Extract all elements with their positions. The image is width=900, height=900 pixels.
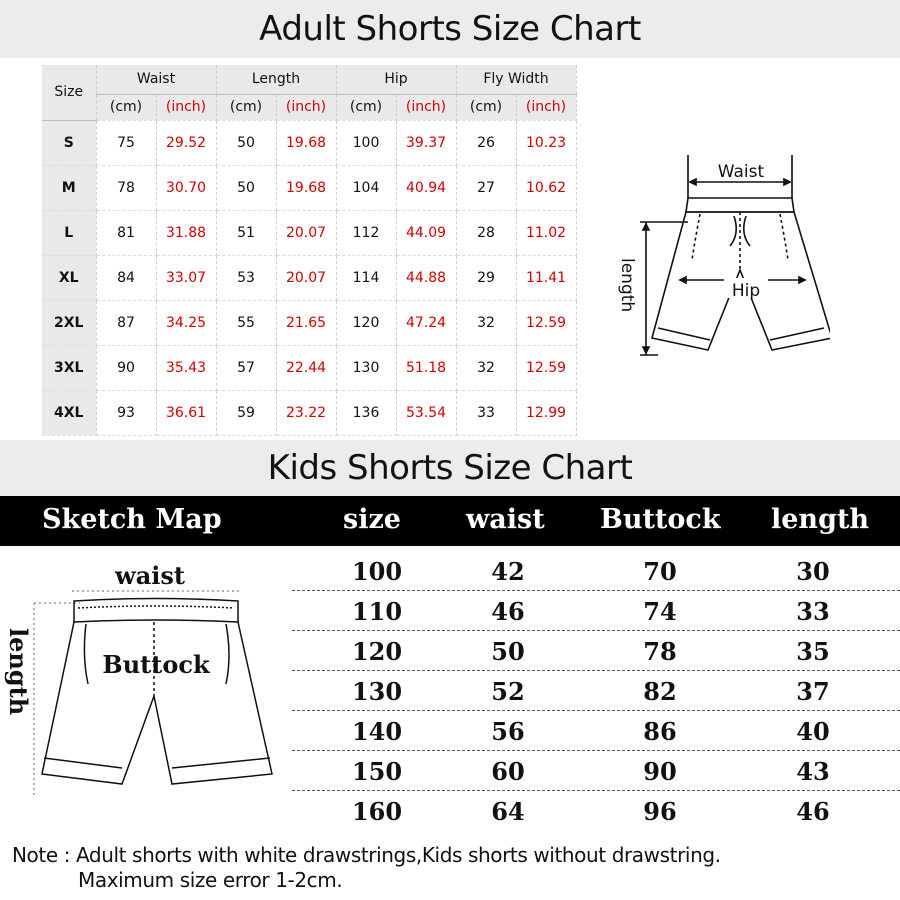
inch-value-cell: 30.70 [156, 165, 216, 210]
kids-size-cell: 130 [351, 677, 403, 706]
adult-shorts-diagram [600, 150, 830, 365]
inch-value-cell: 33.07 [156, 255, 216, 300]
cm-value-cell: 26 [456, 120, 516, 165]
inch-value-cell: 21.65 [276, 300, 336, 345]
kids-length-header: length [771, 504, 870, 535]
kids-buttock-cell: 90 [643, 757, 677, 786]
kids-buttock-cell: 78 [643, 637, 677, 666]
inch-value-cell: 20.07 [276, 255, 336, 300]
inch-value-cell: 12.59 [516, 300, 576, 345]
cm-value-cell: 136 [336, 390, 396, 435]
cm-value-cell: 90 [96, 345, 156, 390]
inch-value-cell: 40.94 [396, 165, 456, 210]
inch-value-cell: 39.37 [396, 120, 456, 165]
cm-value-cell: 112 [336, 210, 396, 255]
cm-value-cell: 93 [96, 390, 156, 435]
kids-buttock-cell: 74 [643, 597, 677, 626]
unit-cm-header: (cm) [96, 94, 156, 120]
unit-cm-header: (cm) [456, 94, 516, 120]
size-label-cell: 2XL [42, 300, 96, 345]
diagram-hip-label: Hip [731, 281, 761, 301]
size-label-cell: M [42, 165, 96, 210]
kids-size-cell: 150 [351, 757, 403, 786]
kids-length-cell: 46 [796, 797, 830, 826]
cm-value-cell: 51 [216, 210, 276, 255]
table-row [42, 390, 576, 435]
size-label-cell: XL [42, 255, 96, 300]
table-row [42, 255, 576, 300]
kids-waist-cell: 46 [491, 597, 525, 626]
kids-length-cell: 37 [796, 677, 830, 706]
kids-size-cell: 110 [351, 597, 403, 626]
size-column-header: Size [42, 65, 96, 120]
cm-value-cell: 32 [456, 300, 516, 345]
cm-value-cell: 120 [336, 300, 396, 345]
waist-group-header: Waist [96, 65, 216, 94]
cm-value-cell: 100 [336, 120, 396, 165]
inch-value-cell: 29.52 [156, 120, 216, 165]
inch-value-cell: 23.22 [276, 390, 336, 435]
adult-size-table [42, 65, 577, 436]
inch-value-cell: 35.43 [156, 345, 216, 390]
kids-waist-cell: 60 [491, 757, 525, 786]
table-row [42, 210, 576, 255]
cm-value-cell: 130 [336, 345, 396, 390]
kids-length-cell: 30 [796, 557, 830, 586]
inch-value-cell: 12.59 [516, 345, 576, 390]
row-divider [292, 670, 900, 671]
kids-shorts-diagram [0, 546, 295, 846]
table-row [42, 300, 576, 345]
length-group-header: Length [216, 65, 336, 94]
cm-value-cell: 75 [96, 120, 156, 165]
kids-waist-cell: 50 [491, 637, 525, 666]
table-row [42, 345, 576, 390]
row-divider [292, 750, 900, 751]
inch-value-cell: 34.25 [156, 300, 216, 345]
inch-value-cell: 10.62 [516, 165, 576, 210]
row-divider [292, 630, 900, 631]
note-line-1: Note : Adult shorts with white drawstrings,Kids shorts without drawstring. [12, 843, 721, 867]
cm-value-cell: 27 [456, 165, 516, 210]
inch-value-cell: 51.18 [396, 345, 456, 390]
unit-cm-header: (cm) [336, 94, 396, 120]
kids-table-header [0, 496, 900, 546]
cm-value-cell: 57 [216, 345, 276, 390]
kids-waist-cell: 64 [491, 797, 525, 826]
cm-value-cell: 32 [456, 345, 516, 390]
inch-value-cell: 12.99 [516, 390, 576, 435]
inch-value-cell: 44.88 [396, 255, 456, 300]
adult-chart-title: Adult Shorts Size Chart [0, 0, 900, 58]
inch-value-cell: 47.24 [396, 300, 456, 345]
inch-value-cell: 44.09 [396, 210, 456, 255]
kids-buttock-cell: 86 [643, 717, 677, 746]
inch-value-cell: 11.41 [516, 255, 576, 300]
note-line-2: Maximum size error 1-2cm. [78, 868, 343, 892]
cm-value-cell: 28 [456, 210, 516, 255]
kids-size-cell: 100 [351, 557, 403, 586]
kids-length-cell: 43 [796, 757, 830, 786]
cm-value-cell: 87 [96, 300, 156, 345]
unit-inch-header: (inch) [156, 94, 216, 120]
cm-value-cell: 33 [456, 390, 516, 435]
inch-value-cell: 36.61 [156, 390, 216, 435]
row-divider [292, 790, 900, 791]
cm-value-cell: 78 [96, 165, 156, 210]
diagram-waist-label: Waist [717, 162, 765, 182]
fly-width-group-header: Fly Width [456, 65, 576, 94]
sketch-map-header: Sketch Map [42, 504, 222, 535]
kids-length-cell: 35 [796, 637, 830, 666]
kids-buttock-header: Buttock [600, 504, 721, 535]
unit-cm-header: (cm) [216, 94, 276, 120]
row-divider [292, 590, 900, 591]
cm-value-cell: 59 [216, 390, 276, 435]
cm-value-cell: 29 [456, 255, 516, 300]
inch-value-cell: 10.23 [516, 120, 576, 165]
cm-value-cell: 84 [96, 255, 156, 300]
kids-buttock-cell: 82 [643, 677, 677, 706]
kids-length-cell: 33 [796, 597, 830, 626]
kids-size-cell: 160 [351, 797, 403, 826]
inch-value-cell: 19.68 [276, 120, 336, 165]
note [12, 843, 721, 893]
kids-length-cell: 40 [796, 717, 830, 746]
unit-inch-header: (inch) [396, 94, 456, 120]
cm-value-cell: 50 [216, 120, 276, 165]
cm-value-cell: 50 [216, 165, 276, 210]
cm-value-cell: 55 [216, 300, 276, 345]
cm-value-cell: 81 [96, 210, 156, 255]
inch-value-cell: 11.02 [516, 210, 576, 255]
table-row [42, 165, 576, 210]
inch-value-cell: 53.54 [396, 390, 456, 435]
kids-buttock-cell: 70 [643, 557, 677, 586]
size-label-cell: 3XL [42, 345, 96, 390]
kids-diagram-waist-label: waist [115, 561, 185, 590]
kids-size-cell: 120 [351, 637, 403, 666]
size-label-cell: 4XL [42, 390, 96, 435]
kids-waist-cell: 56 [491, 717, 525, 746]
kids-diagram-length-label: length [4, 628, 33, 716]
inch-value-cell: 20.07 [276, 210, 336, 255]
unit-inch-header: (inch) [276, 94, 336, 120]
kids-size-header: size [343, 504, 401, 535]
size-label-cell: L [42, 210, 96, 255]
row-divider [292, 710, 900, 711]
hip-group-header: Hip [336, 65, 456, 94]
cm-value-cell: 114 [336, 255, 396, 300]
size-label-cell: S [42, 120, 96, 165]
inch-value-cell: 22.44 [276, 345, 336, 390]
kids-chart-title: Kids Shorts Size Chart [0, 440, 900, 496]
inch-value-cell: 19.68 [276, 165, 336, 210]
kids-buttock-cell: 96 [643, 797, 677, 826]
kids-waist-cell: 52 [491, 677, 525, 706]
cm-value-cell: 104 [336, 165, 396, 210]
kids-waist-header: waist [466, 504, 545, 535]
inch-value-cell: 31.88 [156, 210, 216, 255]
kids-waist-cell: 42 [491, 557, 525, 586]
kids-size-cell: 140 [351, 717, 403, 746]
diagram-length-label: length [617, 258, 637, 313]
table-row [42, 120, 576, 165]
cm-value-cell: 53 [216, 255, 276, 300]
kids-diagram-buttock-label: Buttock [102, 650, 210, 679]
unit-inch-header: (inch) [516, 94, 576, 120]
